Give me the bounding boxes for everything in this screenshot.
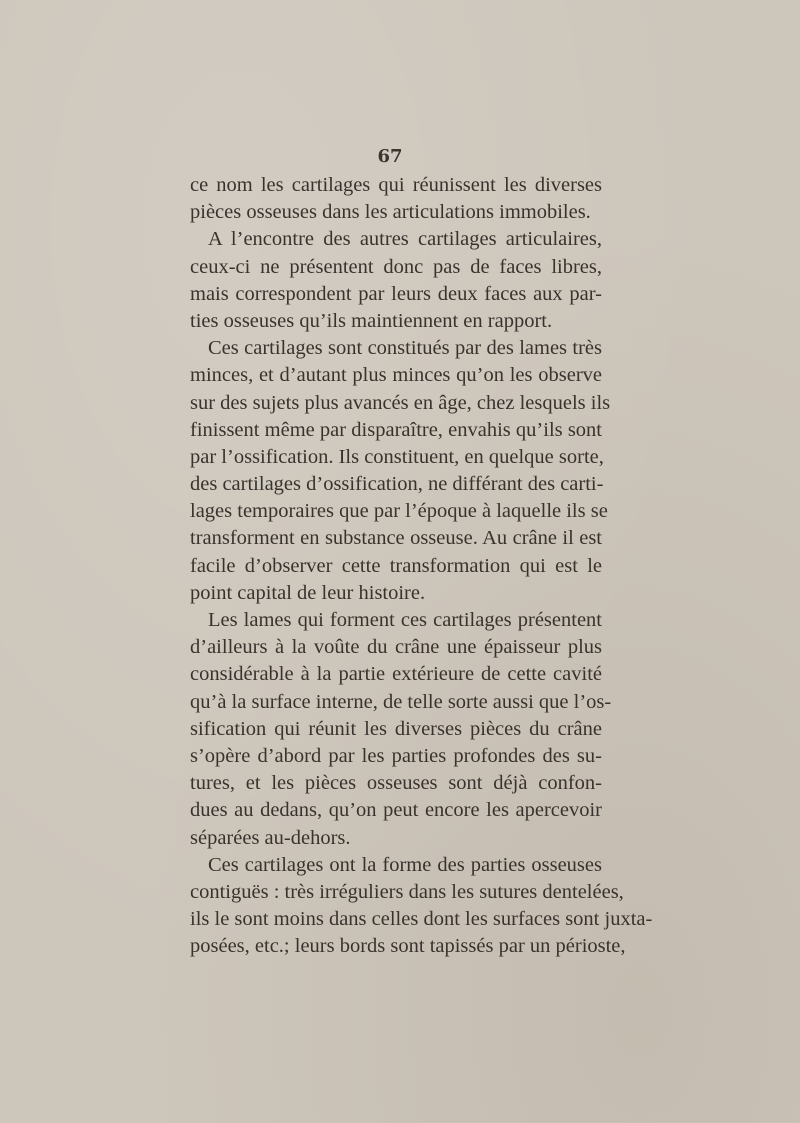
text-line: Ces cartilages sont constitués par des lames très [208, 337, 602, 360]
text-line: ties osseuses qu’ils maintiennent en rapport. [190, 309, 553, 332]
text-line: séparées au-dehors. [190, 826, 351, 849]
text-line: posées, etc.; leurs bords sont tapissés par un périoste, [190, 935, 626, 958]
text-line: contiguës : très irréguliers dans les sutures dentelées, [190, 880, 624, 903]
text-line: sur des sujets plus avancés en âge, chez lesquels ils [190, 391, 611, 414]
text-line: par l’ossification. Ils constituent, en quelque sorte, [190, 445, 604, 468]
text-line: ce nom les cartilages qui réunissent les diverses [190, 174, 602, 196]
text-line: transforment en substance osseuse. Au crâne il est [190, 527, 602, 550]
text-line: des cartilages d’ossification, ne différant des carti- [190, 473, 604, 496]
text-line: facile d’observer cette transformation qui est le [190, 554, 602, 577]
text-line: tures, et les pièces osseuses sont déjà confon- [190, 772, 602, 795]
text-line: considérable à la partie extérieure de cette cavité [190, 663, 602, 686]
text-line: mais correspondent par leurs deux faces aux par- [190, 282, 602, 305]
text-line: A l’encontre des autres cartilages articulaires, [208, 228, 602, 251]
text-line: ils le sont moins dans celles dont les surfaces sont juxta- [190, 908, 653, 931]
text-line: qu’à la surface interne, de telle sorte aussi que l’os- [190, 690, 612, 713]
body-text [190, 172, 653, 960]
text-line: lages temporaires que par l’époque à laquelle ils se [190, 500, 608, 523]
text-line: s’opère d’abord par les parties profondes des su- [190, 744, 602, 767]
text-line: Ces cartilages ont la forme des parties osseuses [208, 853, 602, 876]
text-line: Les lames qui forment ces cartilages présentent [208, 609, 602, 631]
text-line: minces, et d’autant plus minces qu’on les observe [190, 364, 602, 387]
text-line: finissent même par disparaître, envahis qu’ils sont [190, 418, 602, 441]
text-line: ceux-ci ne présentent donc pas de faces libres, [190, 255, 602, 278]
text-line: d’ailleurs à la voûte du crâne une épaisseur plus [190, 636, 602, 659]
text-line: dues au dedans, qu’on peut encore les apercevoir [190, 799, 602, 822]
page-number: 67 [377, 146, 403, 167]
text-line: point capital de leur histoire. [190, 581, 426, 604]
text-line: pièces osseuses dans les articulations immobiles. [190, 201, 591, 224]
text-line: sification qui réunit les diverses pièces du crâne [190, 717, 602, 740]
